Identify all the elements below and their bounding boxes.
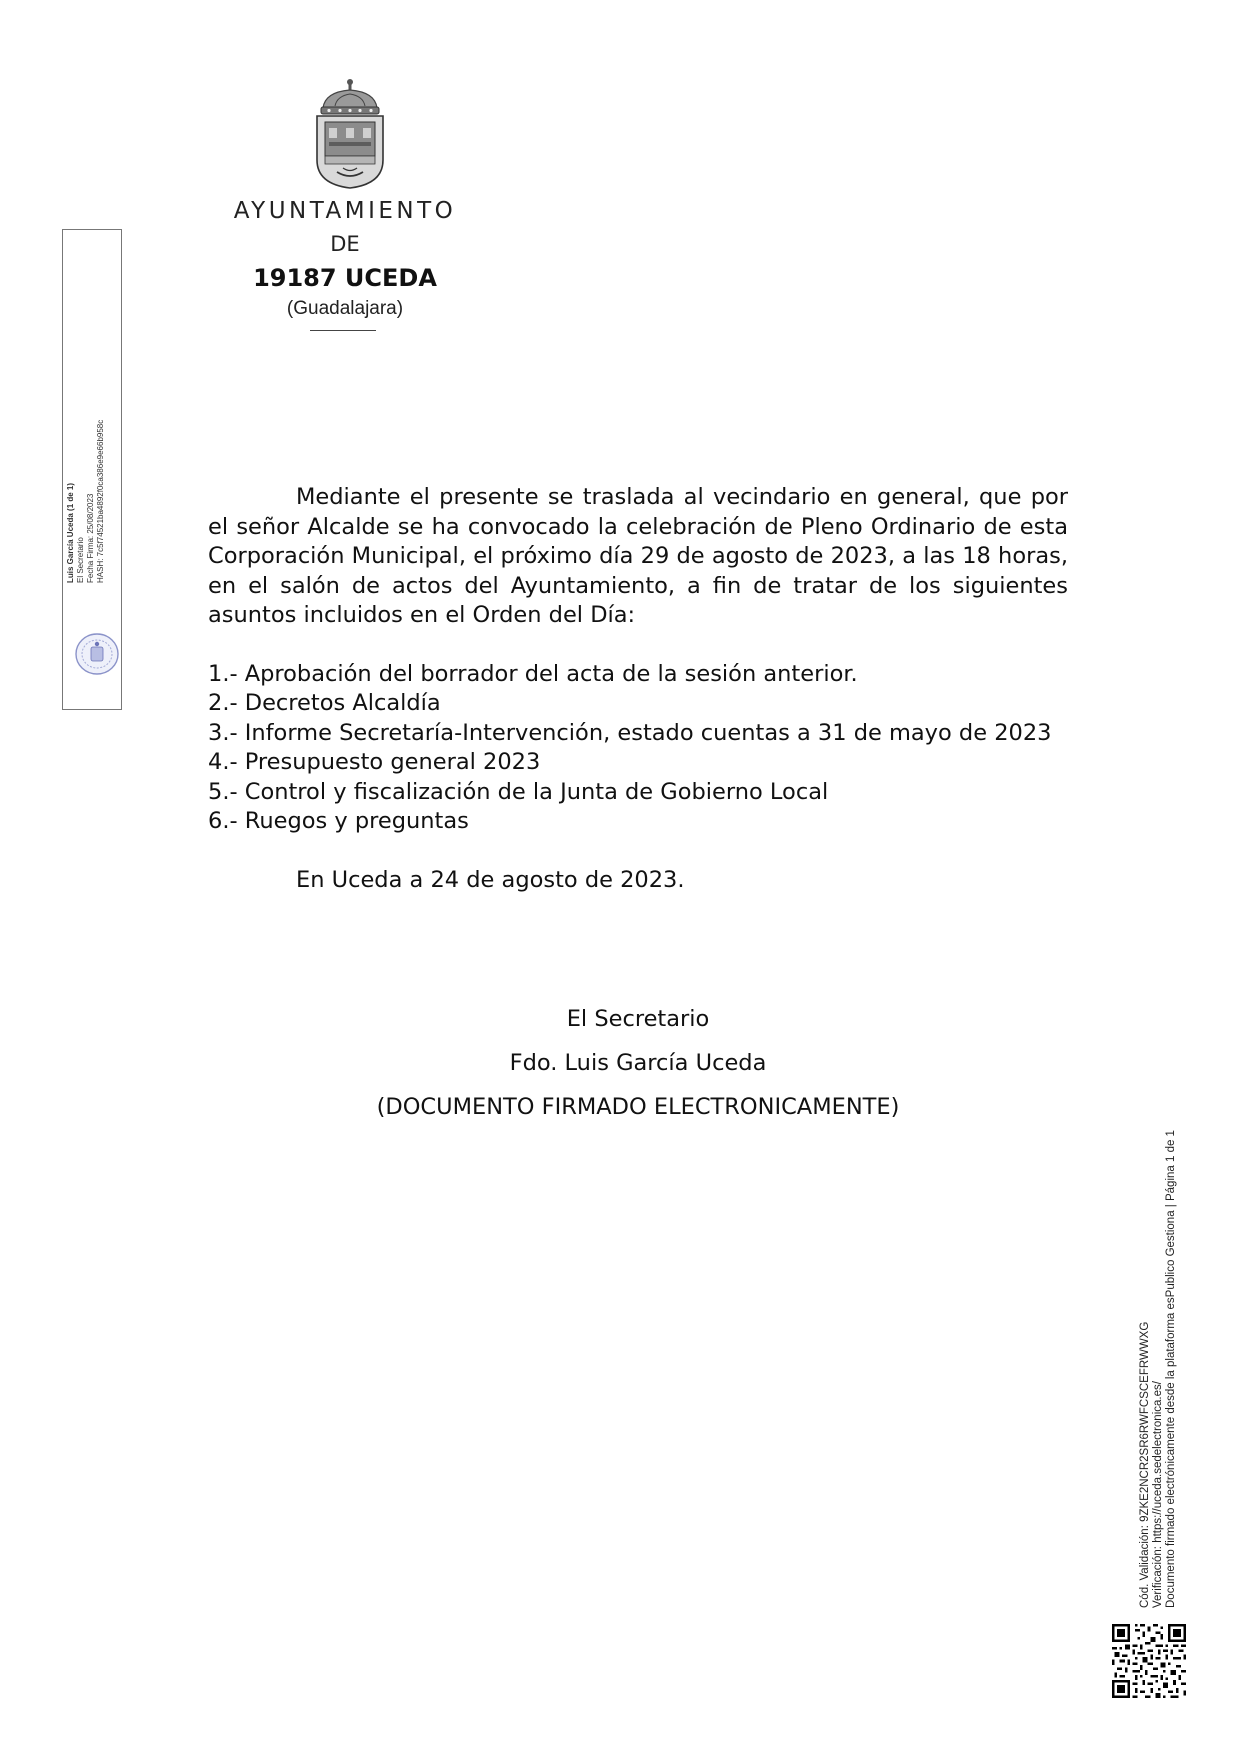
signature-stamp-text xyxy=(66,353,106,583)
official-seal-icon xyxy=(72,630,122,678)
agenda-list xyxy=(208,660,1068,837)
municipality-title: AYUNTAMIENTO xyxy=(233,198,457,224)
document-body xyxy=(208,483,1068,895)
signature-date-stamp: Fecha Firma: 25/08/2023 xyxy=(86,493,95,583)
agenda-item: 5.- Control y fiscalización de la Junta de Gobierno Local xyxy=(208,778,829,805)
agenda-item: 2.- Decretos Alcaldía xyxy=(208,690,441,716)
signer-role-stamp: El Secretario xyxy=(76,537,85,583)
agenda-item: 1.- Aprobación del borrador del acta de la sesión anterior. xyxy=(208,660,858,687)
agenda-item: 4.- Presupuesto general 2023 xyxy=(208,749,541,775)
agenda-item: 6.- Ruegos y preguntas xyxy=(208,808,469,834)
municipality-city: 19187 UCEDA xyxy=(253,264,437,292)
header-divider xyxy=(310,330,376,331)
validation-code: Cód. Validación: 9ZKE2NCR2SR6RWFCSCEFRWWXG xyxy=(1139,1321,1151,1608)
signer-name-stamp: Luis García Uceda (1 de 1) xyxy=(66,482,75,583)
validation-text xyxy=(1139,1130,1178,1608)
signed-electronically-note: (DOCUMENTO FIRMADO ELECTRONICAMENTE) xyxy=(376,1094,900,1120)
agenda-item: 3.- Informe Secretaría-Intervención, estado cuentas a 31 de mayo de 2023 xyxy=(208,719,1052,746)
signer-name: Fdo. Luis García Uceda xyxy=(509,1050,767,1076)
municipality-de: DE xyxy=(330,232,360,256)
platform-note: Documento firmado electrónicamente desde la plataforma esPublico Gestiona | Página 1 de 1 xyxy=(1165,1130,1177,1608)
signature-hash-stamp: HASH: 7c5f74521ba4892f0ca386e9e66b958c xyxy=(96,419,105,583)
place-date-line: En Uceda a 24 de agosto de 2023. xyxy=(296,866,685,893)
signer-title: El Secretario xyxy=(566,1006,710,1032)
municipality-province: (Guadalajara) xyxy=(286,298,404,319)
qr-code-icon[interactable] xyxy=(1112,1624,1186,1698)
intro-paragraph: Mediante el presente se traslada al vecindario en general, que por el señor Alcalde se ha convocado la celebración de Pleno Ordinario de esta Corporación Municipal, el próximo día 29 de agosto de 2023, a las 18 horas, en el salón de actos del Ayuntamiento, a fin de tratar de los siguientes asuntos incluidos en el Orden del Día: xyxy=(208,484,1068,628)
coat-of-arms-icon xyxy=(305,78,395,190)
verification-url[interactable]: Verificación: https://uceda.sedelectronica.es/ xyxy=(1152,1381,1164,1608)
